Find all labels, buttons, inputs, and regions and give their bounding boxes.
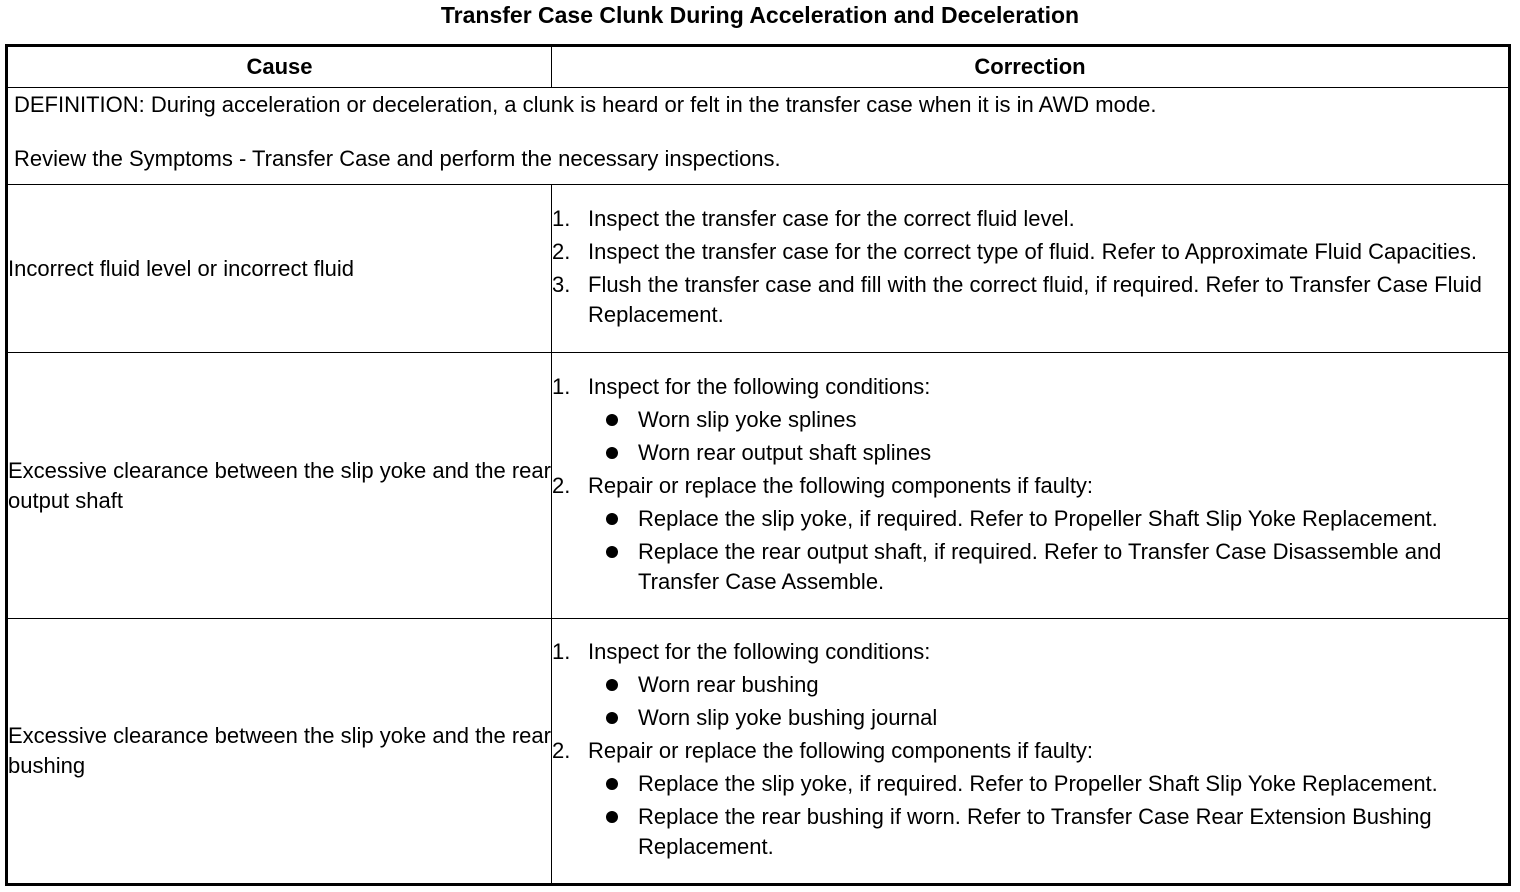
step-item <box>552 237 1508 267</box>
step-number: 1. <box>552 639 571 664</box>
table-row <box>7 185 1510 353</box>
step-item <box>552 372 1508 468</box>
bullet-item <box>588 537 1508 597</box>
bullet-text: Replace the slip yoke, if required. Refer to Propeller Shaft Slip Yoke Replacement. <box>638 505 1438 531</box>
step-number: 2. <box>552 239 571 264</box>
bullet-item <box>588 802 1508 862</box>
bullet-text: Worn rear output shaft splines <box>638 439 932 465</box>
step-number: 3. <box>552 272 571 297</box>
bullet-icon <box>606 513 618 525</box>
step-text: Inspect for the following conditions: <box>588 639 931 664</box>
correction-cell <box>552 619 1510 885</box>
bullet-text: Replace the rear bushing if worn. Refer to Transfer Case Rear Extension Bushing Replacement. <box>638 804 1432 859</box>
bullet-icon <box>606 546 618 558</box>
diagnostic-table <box>5 44 1511 886</box>
step-item <box>552 204 1508 234</box>
bullet-icon <box>606 712 618 724</box>
step-number: 2. <box>552 738 571 763</box>
table-row <box>7 619 1510 885</box>
bullet-icon <box>606 679 618 691</box>
bullet-icon <box>606 811 618 823</box>
step-number: 1. <box>552 206 571 231</box>
step-item <box>552 637 1508 733</box>
definition-cell <box>7 88 1510 185</box>
bullet-icon <box>606 778 618 790</box>
definition-text: DEFINITION: During acceleration or deceleration, a clunk is heard or felt in the transfer case when it is in AWD mode. <box>14 92 1157 117</box>
cause-cell: Excessive clearance between the slip yoke and the rear bushing <box>7 619 552 885</box>
definition-row <box>7 88 1510 185</box>
correction-steps <box>552 204 1508 330</box>
step-number: 1. <box>552 373 571 399</box>
bullet-text: Worn slip yoke bushing journal <box>638 705 938 730</box>
correction-header: Correction <box>552 46 1510 88</box>
bullet-list <box>588 769 1508 862</box>
bullet-icon <box>606 414 618 426</box>
bullet-item <box>588 405 1508 435</box>
correction-steps <box>552 637 1508 862</box>
step-item <box>552 270 1508 330</box>
step-text: Inspect for the following conditions: <box>588 373 931 399</box>
bullet-text: Worn rear bushing <box>638 672 819 697</box>
bullet-icon <box>606 447 618 459</box>
cause-cell: Incorrect fluid level or incorrect fluid <box>7 185 552 353</box>
bullet-item <box>588 504 1508 534</box>
cause-cell: Excessive clearance between the slip yoke and the rear output shaft <box>7 353 552 619</box>
bullet-text: Replace the slip yoke, if required. Refer to Propeller Shaft Slip Yoke Replacement. <box>638 771 1438 796</box>
bullet-text: Worn slip yoke splines <box>638 406 857 432</box>
bullet-item <box>588 438 1508 468</box>
step-text: Flush the transfer case and fill with the correct fluid, if required. Refer to Transfer Case Fluid Replacement. <box>588 272 1482 327</box>
step-text: Inspect the transfer case for the correct fluid level. <box>588 206 1075 231</box>
bullet-list <box>588 670 1508 733</box>
step-text: Repair or replace the following components if faulty: <box>588 738 1094 763</box>
review-text: Review the Symptoms - Transfer Case and perform the necessary inspections. <box>14 146 781 171</box>
bullet-item <box>588 769 1508 799</box>
correction-steps <box>552 372 1508 597</box>
bullet-item <box>588 703 1508 733</box>
step-item <box>552 736 1508 862</box>
bullet-list <box>588 405 1508 468</box>
bullet-text: Replace the rear output shaft, if required. Refer to Transfer Case Disassemble and Transfer Case Assemble. <box>638 538 1442 594</box>
table-header-row <box>7 46 1510 88</box>
step-number: 2. <box>552 472 571 498</box>
document-title: Transfer Case Clunk During Acceleration and Deceleration <box>440 2 1080 28</box>
correction-cell <box>552 353 1510 619</box>
table-row <box>7 353 1510 619</box>
step-text: Repair or replace the following components if faulty: <box>588 472 1094 498</box>
cause-header: Cause <box>7 46 552 88</box>
bullet-list <box>588 504 1508 597</box>
correction-cell <box>552 185 1510 353</box>
step-text: Inspect the transfer case for the correct type of fluid. Refer to Approximate Fluid Capacities. <box>588 239 1477 264</box>
bullet-item <box>588 670 1508 700</box>
step-item <box>552 471 1508 597</box>
